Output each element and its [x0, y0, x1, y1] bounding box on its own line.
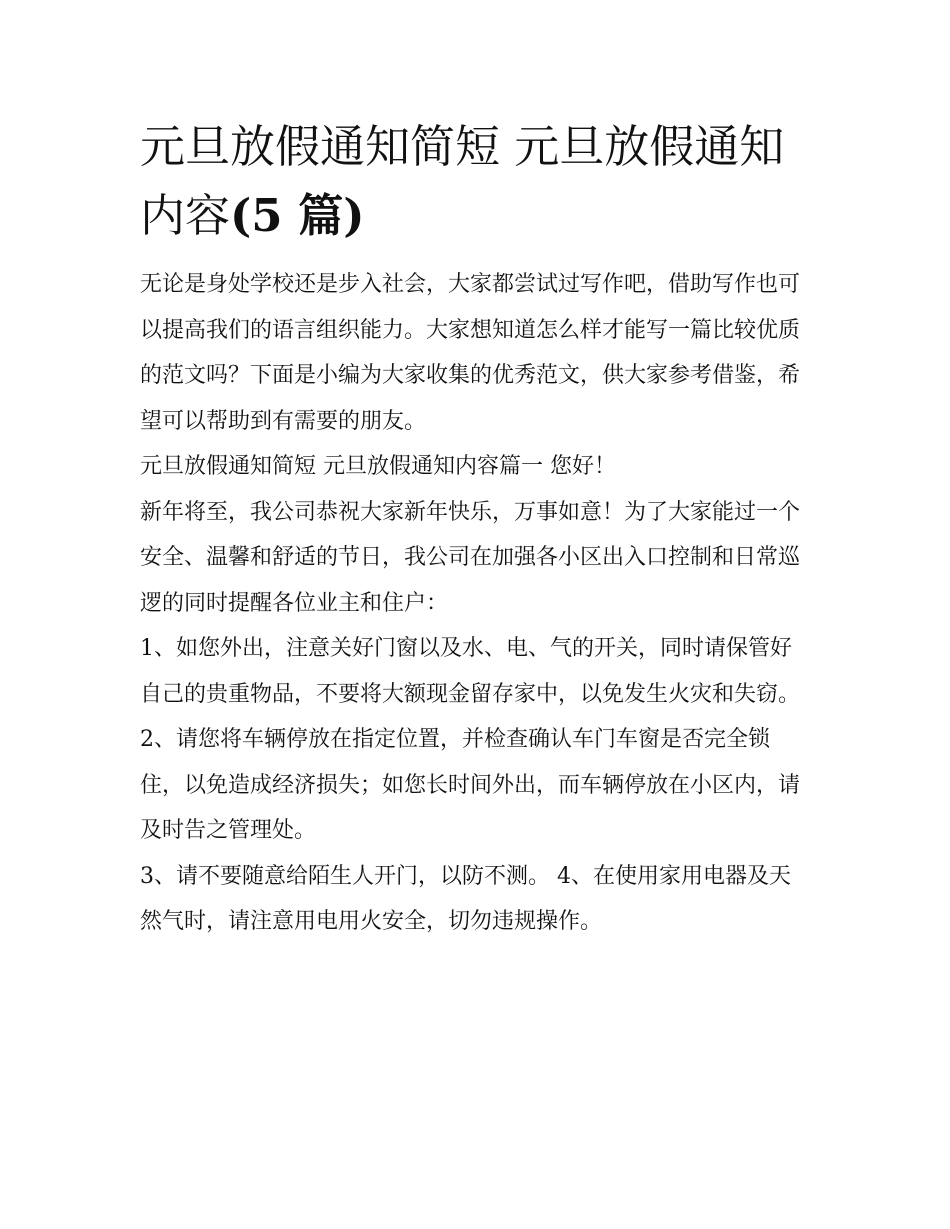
title-main: 元旦放假通知简短 元旦放假通知内容 [140, 120, 785, 242]
document-body [140, 262, 812, 945]
notice-item-2: 2、请您将车辆停放在指定位置，并检查确认车门车窗是否完全锁住，以免造成经济损失；如您长时间外出，而车辆停放在小区内，请及时告之管理处。 [140, 727, 801, 843]
document-title [140, 112, 812, 250]
notice-item-3-4: 3、请不要随意给陌生人开门，以防不测。 4、在使用家用电器及天然气时，请注意用电用火安全，切勿违规操作。 [140, 863, 791, 934]
section-heading: 元旦放假通知简短 元旦放假通知内容篇一 您好！ [140, 454, 616, 479]
intro-paragraph: 无论是身处学校还是步入社会，大家都尝试过写作吧，借助写作也可以提高我们的语言组织能力。大家想知道怎么样才能写一篇比较优质的范文吗？下面是小编为大家收集的优秀范文，供大家参考借鉴，希望可以帮助到有需要的朋友。 [140, 272, 801, 434]
notice-item-1: 1、如您外出，注意关好门窗以及水、电、气的开关，同时请保管好自己的贵重物品，不要将大额现金留存家中，以免发生火灾和失窃。 [140, 636, 801, 707]
notice-paragraph: 新年将至，我公司恭祝大家新年快乐，万事如意！为了大家能过一个安全、温馨和舒适的节日，我公司在加强各小区出入口控制和日常巡逻的同时提醒各位业主和住户： [140, 499, 801, 616]
document-content [140, 112, 812, 945]
title-suffix: (5 篇) [230, 189, 365, 242]
